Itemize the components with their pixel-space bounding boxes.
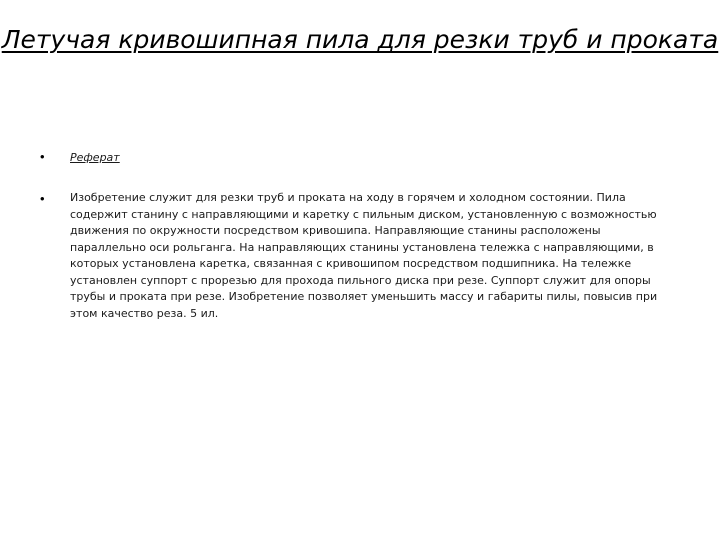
bullet-item-abstract-text: Изобретение служит для резки труб и проката на ходу в горячем и холодном состоянии. Пила содержит станину с направляющими и каретку с пильным диском, установленную с возможностью движения по окружности посредством кривошипа. Направляющие станины расположены параллельно оси рольганга. На направляющих станины установлена тележка с направляющими, в которых установлена каретка, связанная с кривошипом посредством подшипника. На тележке установлен суппорт с прорезью для прохода пильного диска при резе. Суппорт служит для опоры трубы и проката при резе. Изобретение позволяет уменьшить массу и габариты пилы, повысив при этом качество реза. 5 ил. [70,191,658,320]
slide-title: Летучая кривошипная пила для резки труб и проката [1,25,719,54]
bullet-item-abstract-heading: Реферат [70,151,120,164]
bullet-marker: • [40,149,45,164]
bullet-marker: • [40,191,45,206]
